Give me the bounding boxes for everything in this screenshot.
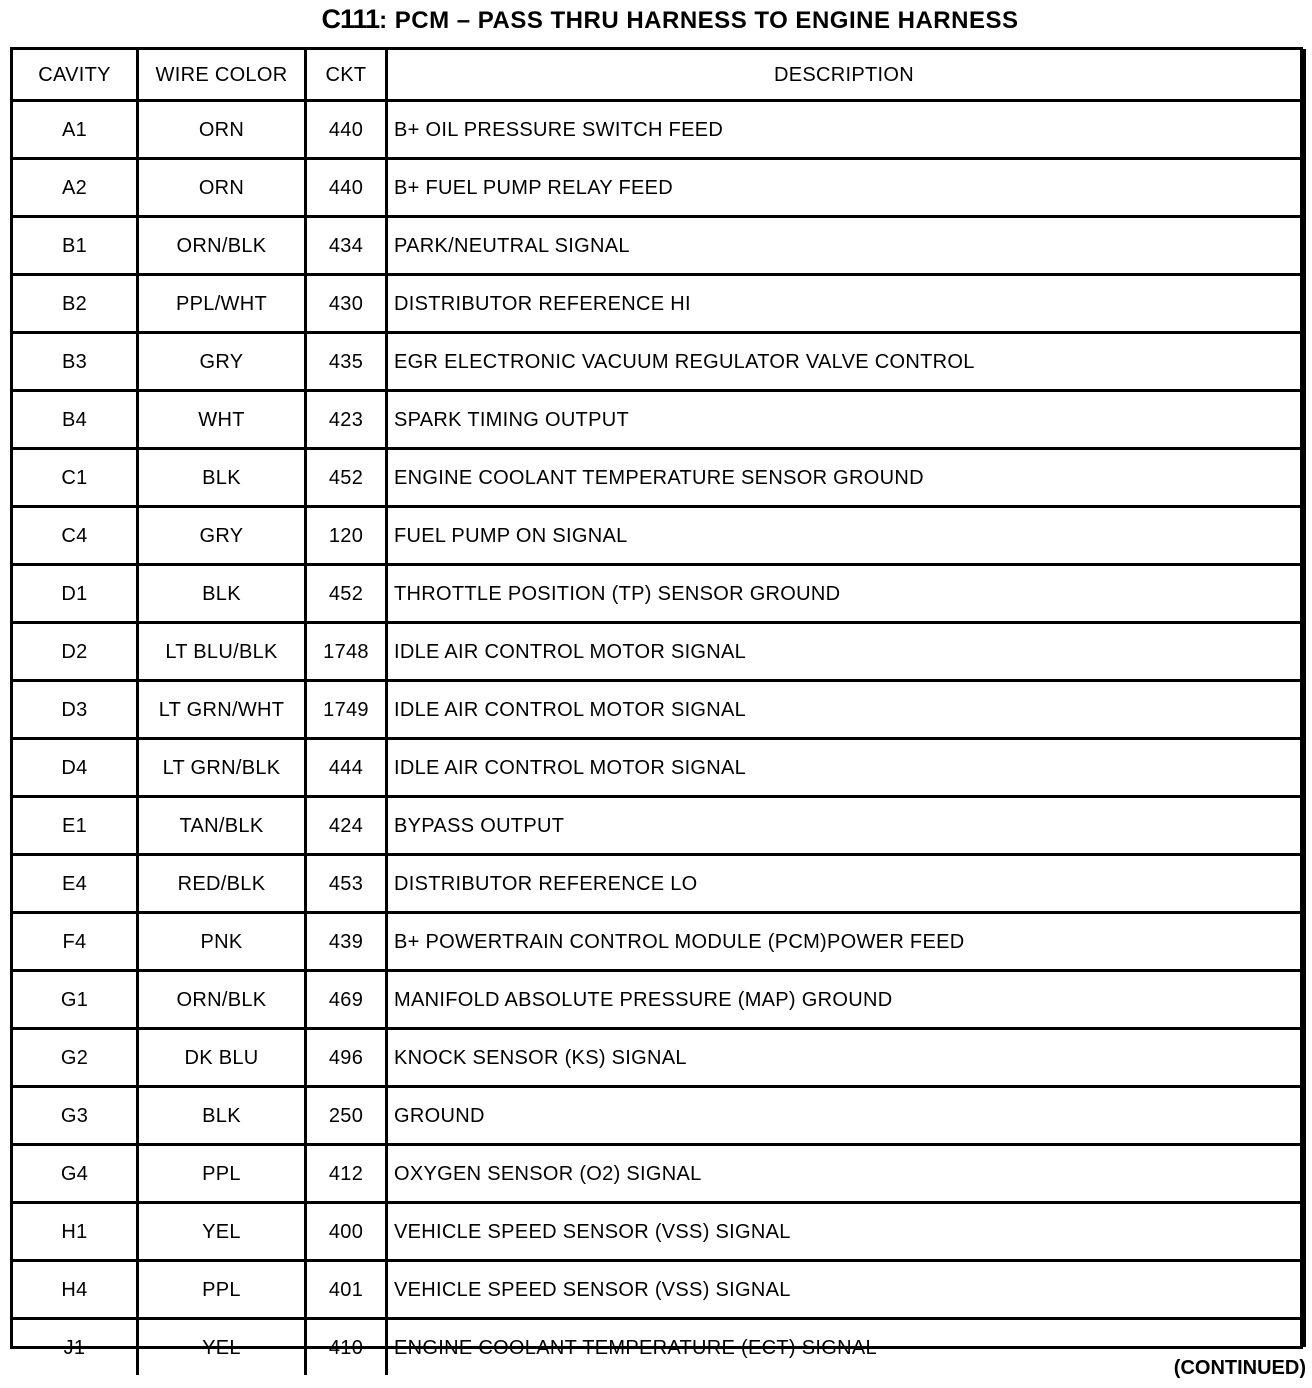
column-header-description: DESCRIPTION (387, 50, 1301, 101)
description-cell: IDLE AIR CONTROL MOTOR SIGNAL (387, 681, 1301, 739)
cavity-cell: G4 (13, 1145, 138, 1203)
cavity-cell: A2 (13, 159, 138, 217)
cavity-cell: C1 (13, 449, 138, 507)
ckt-cell: 452 (306, 449, 387, 507)
cavity-cell: D1 (13, 565, 138, 623)
cavity-cell: E4 (13, 855, 138, 913)
description-cell: VEHICLE SPEED SENSOR (VSS) SIGNAL (387, 1203, 1301, 1261)
description-cell: B+ OIL PRESSURE SWITCH FEED (387, 101, 1301, 159)
description-cell: MANIFOLD ABSOLUTE PRESSURE (MAP) GROUND (387, 971, 1301, 1029)
cavity-cell: B3 (13, 333, 138, 391)
description-cell: PARK/NEUTRAL SIGNAL (387, 217, 1301, 275)
table-row (13, 333, 1300, 391)
cavity-cell: B1 (13, 217, 138, 275)
table-row (13, 159, 1300, 217)
wire-color-cell: TAN/BLK (138, 797, 306, 855)
description-cell: B+ FUEL PUMP RELAY FEED (387, 159, 1301, 217)
page-title (0, 2, 1312, 38)
cavity-cell: G1 (13, 971, 138, 1029)
description-cell: DISTRIBUTOR REFERENCE LO (387, 855, 1301, 913)
description-cell: VEHICLE SPEED SENSOR (VSS) SIGNAL (387, 1261, 1301, 1319)
ckt-cell: 435 (306, 333, 387, 391)
table-frame-shadow (1302, 49, 1306, 1347)
description-cell: OXYGEN SENSOR (O2) SIGNAL (387, 1145, 1301, 1203)
cavity-cell: D2 (13, 623, 138, 681)
ckt-cell: 434 (306, 217, 387, 275)
description-cell: KNOCK SENSOR (KS) SIGNAL (387, 1029, 1301, 1087)
wire-color-cell: PPL (138, 1145, 306, 1203)
table-row (13, 1203, 1300, 1261)
table-row (13, 1145, 1300, 1203)
cavity-cell: G2 (13, 1029, 138, 1087)
column-header-wire-color: WIRE COLOR (138, 50, 306, 101)
ckt-cell: 400 (306, 1203, 387, 1261)
table-row (13, 1087, 1300, 1145)
cavity-cell: H1 (13, 1203, 138, 1261)
table-row (13, 623, 1300, 681)
description-cell: DISTRIBUTOR REFERENCE HI (387, 275, 1301, 333)
table-row (13, 449, 1300, 507)
table-row (13, 739, 1300, 797)
ckt-cell: 430 (306, 275, 387, 333)
cavity-cell: B2 (13, 275, 138, 333)
wire-color-cell: PPL/WHT (138, 275, 306, 333)
header-row (13, 50, 1300, 101)
wire-color-cell: BLK (138, 565, 306, 623)
ckt-cell: 439 (306, 913, 387, 971)
ckt-cell: 469 (306, 971, 387, 1029)
wire-color-cell: RED/BLK (138, 855, 306, 913)
wire-color-cell: LT GRN/BLK (138, 739, 306, 797)
description-cell: EGR ELECTRONIC VACUUM REGULATOR VALVE CONTROL (387, 333, 1301, 391)
wire-color-cell: YEL (138, 1203, 306, 1261)
table-body (13, 101, 1300, 1376)
description-cell: SPARK TIMING OUTPUT (387, 391, 1301, 449)
ckt-cell: 423 (306, 391, 387, 449)
wire-color-cell: PPL (138, 1261, 306, 1319)
continued-note: (CONTINUED) (1173, 1357, 1306, 1379)
ckt-cell: 444 (306, 739, 387, 797)
table-header (13, 50, 1300, 101)
wire-color-cell: LT BLU/BLK (138, 623, 306, 681)
wire-color-cell: DK BLU (138, 1029, 306, 1087)
wire-color-cell: ORN/BLK (138, 971, 306, 1029)
wire-color-cell: ORN (138, 101, 306, 159)
ckt-cell: 412 (306, 1145, 387, 1203)
ckt-cell: 250 (306, 1087, 387, 1145)
cavity-cell: J1 (13, 1319, 138, 1376)
wire-color-cell: ORN/BLK (138, 217, 306, 275)
wire-color-cell: WHT (138, 391, 306, 449)
table-row (13, 681, 1300, 739)
table-row (13, 217, 1300, 275)
cavity-cell: E1 (13, 797, 138, 855)
description-cell: ENGINE COOLANT TEMPERATURE (ECT) SIGNAL (394, 1336, 877, 1359)
description-cell: B+ POWERTRAIN CONTROL MODULE (PCM)POWER FEED (387, 913, 1301, 971)
table-row (13, 565, 1300, 623)
table-row (13, 1029, 1300, 1087)
description-cell: THROTTLE POSITION (TP) SENSOR GROUND (387, 565, 1301, 623)
table-row (13, 971, 1300, 1029)
ckt-cell: 401 (306, 1261, 387, 1319)
ckt-cell: 453 (306, 855, 387, 913)
ckt-cell: 496 (306, 1029, 387, 1087)
wire-color-cell: YEL (138, 1319, 306, 1376)
wire-color-cell: BLK (138, 1087, 306, 1145)
title-separator: : (379, 7, 388, 34)
cavity-cell: B4 (13, 391, 138, 449)
column-header-cavity: CAVITY (13, 50, 138, 101)
wire-color-cell: ORN (138, 159, 306, 217)
pinout-table (13, 50, 1300, 1375)
cavity-cell: G3 (13, 1087, 138, 1145)
table-row (13, 913, 1300, 971)
cavity-cell: D3 (13, 681, 138, 739)
cavity-cell: D4 (13, 739, 138, 797)
ckt-cell: 424 (306, 797, 387, 855)
description-cell: ENGINE COOLANT TEMPERATURE SENSOR GROUND (387, 449, 1301, 507)
table-row (13, 507, 1300, 565)
wire-color-cell: BLK (138, 449, 306, 507)
ckt-cell: 440 (306, 101, 387, 159)
wire-color-cell: GRY (138, 507, 306, 565)
ckt-cell: 410 (306, 1319, 387, 1376)
description-cell: IDLE AIR CONTROL MOTOR SIGNAL (387, 739, 1301, 797)
wire-color-cell: PNK (138, 913, 306, 971)
wire-color-cell: LT GRN/WHT (138, 681, 306, 739)
table-row (13, 797, 1300, 855)
ckt-cell: 452 (306, 565, 387, 623)
ckt-cell: 1749 (306, 681, 387, 739)
description-cell: BYPASS OUTPUT (387, 797, 1301, 855)
cavity-cell: A1 (13, 101, 138, 159)
ckt-cell: 440 (306, 159, 387, 217)
table-row (13, 391, 1300, 449)
table-row (13, 1319, 1300, 1376)
table-row (13, 275, 1300, 333)
ckt-cell: 1748 (306, 623, 387, 681)
table-row (13, 1261, 1300, 1319)
column-header-ckt: CKT (306, 50, 387, 101)
connector-id: C111 (321, 4, 380, 34)
cavity-cell: C4 (13, 507, 138, 565)
cavity-cell: H4 (13, 1261, 138, 1319)
title-text: PCM – PASS THRU HARNESS TO ENGINE HARNESS (394, 7, 1019, 34)
wire-color-cell: GRY (138, 333, 306, 391)
description-cell: FUEL PUMP ON SIGNAL (387, 507, 1301, 565)
cavity-cell: F4 (13, 913, 138, 971)
table-row (13, 855, 1300, 913)
description-cell: GROUND (387, 1087, 1301, 1145)
description-cell: IDLE AIR CONTROL MOTOR SIGNAL (387, 623, 1301, 681)
table-row (13, 101, 1300, 159)
ckt-cell: 120 (306, 507, 387, 565)
